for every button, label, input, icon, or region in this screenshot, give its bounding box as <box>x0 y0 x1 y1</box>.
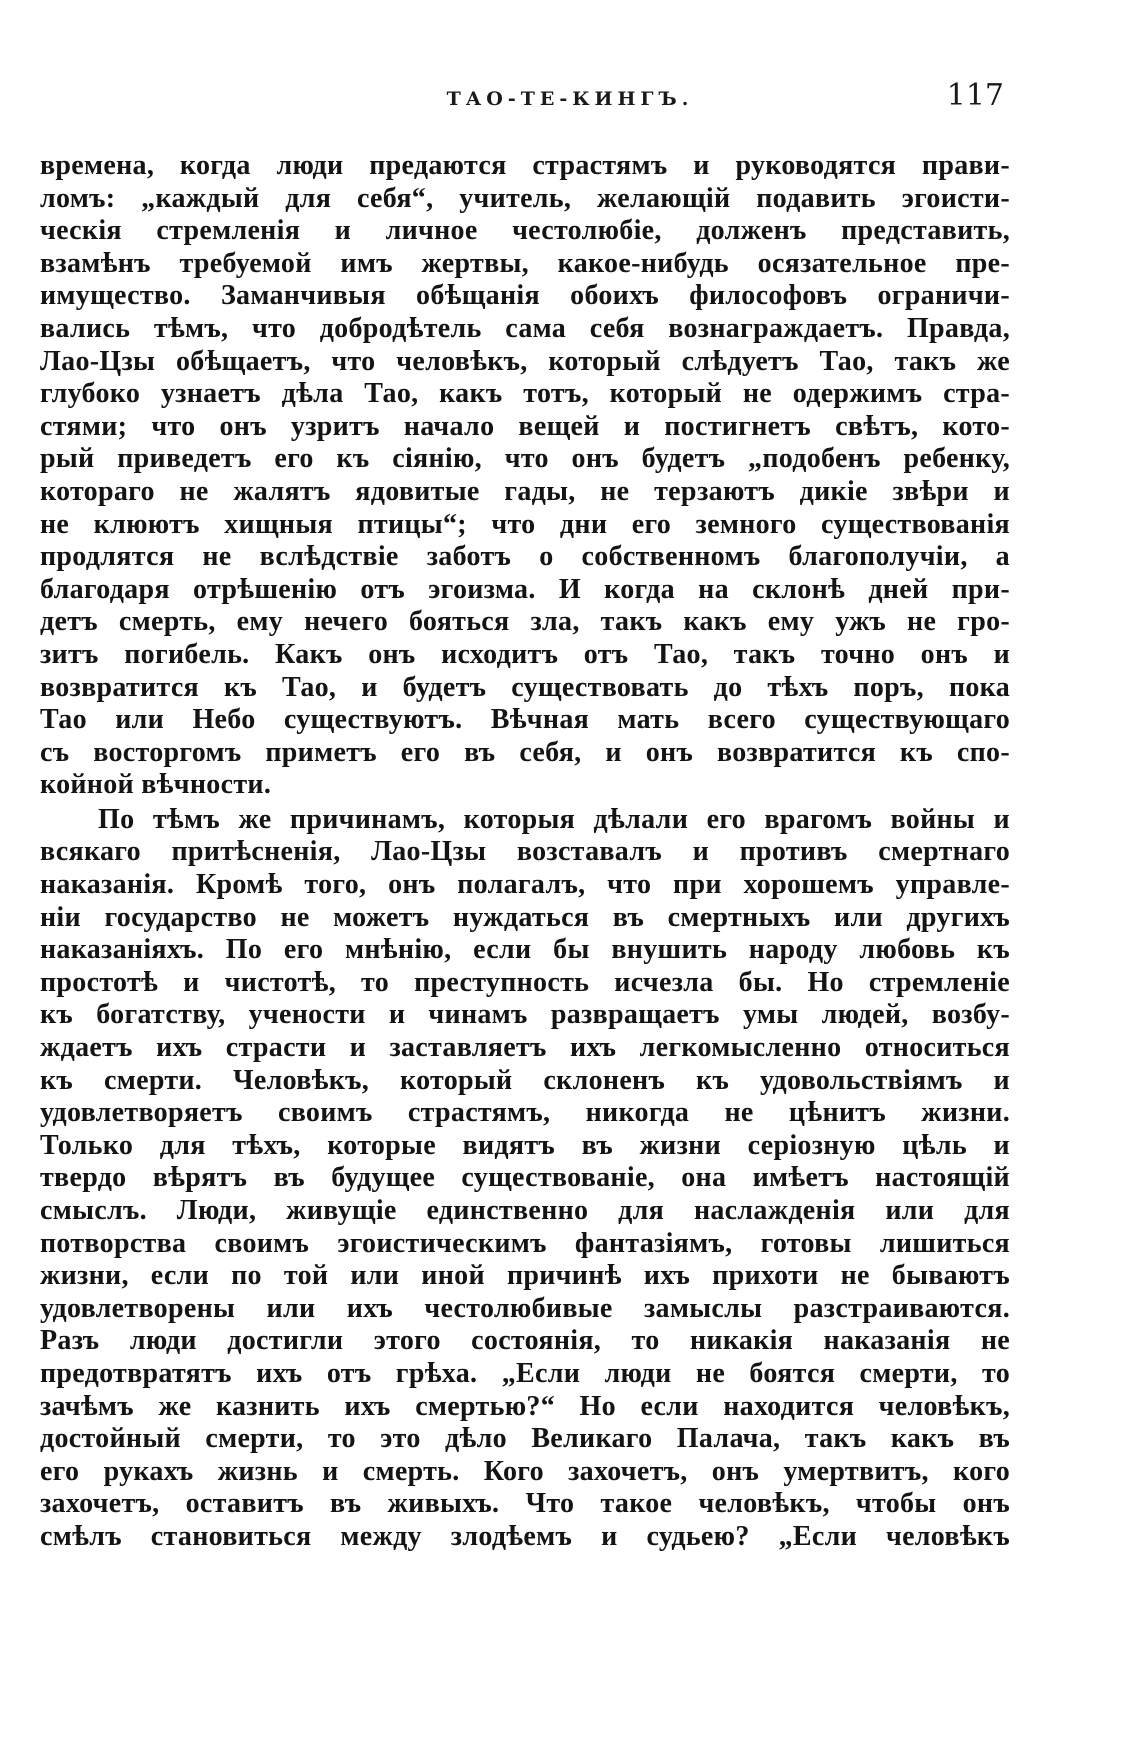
text-line: стями; что онъ узритъ начало вещей и постигнетъ свѣтъ, кото- <box>40 410 1010 442</box>
text-line: къ богатству, учености и чинамъ развращаетъ умы людей, возбу- <box>40 999 1010 1031</box>
text-line: удовлетворены или ихъ честолюбивые замыслы разстраиваются. <box>40 1292 1010 1324</box>
text-line: рый приведетъ его къ сіянію, что онъ будетъ „подобенъ ребенку, <box>40 443 1010 475</box>
page-number: 117 <box>946 78 1004 113</box>
text-line: смыслъ. Люди, живущіе единственно для наслажденія или для <box>40 1195 1010 1226</box>
text-line: не клюютъ хищныя птицы“; что дни его земного существованія <box>40 508 1010 540</box>
text-line: зачѣмъ же казнить ихъ смертью?“ Но если находится человѣкъ, <box>40 1390 1010 1422</box>
text-line: простотѣ и чистотѣ, то преступность исчезла бы. Но стремленіе <box>40 966 1010 998</box>
text-line: ждаетъ ихъ страсти и заставляетъ ихъ легкомысленно относиться <box>40 1032 1010 1064</box>
text-line: захочетъ, оставитъ въ живыхъ. Что такое человѣкъ, чтобы онъ <box>40 1488 1010 1520</box>
text-line: достойный смерти, то это дѣло Великаго Палача, такъ какъ въ <box>40 1423 1010 1455</box>
text-line: глубоко узнаетъ дѣла Тао, какъ тотъ, который не одержимъ стра- <box>40 378 1010 410</box>
text-line: потворства своимъ эгоистическимъ фантазіямъ, готовы лишиться <box>40 1227 1010 1259</box>
text-line: всякаго притѣсненія, Лао-Цзы возставалъ и противъ смертнаго <box>40 836 1010 868</box>
text-line: Тао или Небо существуютъ. Вѣчная мать всего существующаго <box>40 704 1010 736</box>
text-line: наказаніяхъ. По его мнѣнію, если бы внушить народу любовь къ <box>40 934 1010 966</box>
paragraph-1 <box>40 150 1010 802</box>
text-line: продлятся не вслѣдствіе заботъ о собственномъ благополучіи, а <box>40 541 1010 573</box>
text-line: зитъ погибель. Какъ онъ исходитъ отъ Тао, такъ точно онъ и <box>40 638 1010 670</box>
running-header <box>0 78 1140 118</box>
text-line: койной вѣчности. <box>40 769 272 801</box>
text-line: благодаря отрѣшенію отъ эгоизма. И когда на склонѣ дней при- <box>40 573 1010 605</box>
body-text <box>40 150 1010 1554</box>
text-line: котораго не жалятъ ядовитые гады, не терзаютъ дикіе звѣри и <box>40 475 1010 507</box>
text-line: жизни, если по той или иной причинѣ ихъ прихоти не бываютъ <box>40 1260 1010 1292</box>
text-line: ломъ: „каждый для себя“, учитель, желающій подавить эгоисти- <box>40 182 1010 214</box>
text-line: По тѣмъ же причинамъ, которыя дѣлали его врагомъ войны и <box>98 803 1010 835</box>
text-line: смѣлъ становиться между злодѣемъ и судьею? „Если человѣкъ <box>40 1520 1010 1552</box>
text-line: взамѣнъ требуемой имъ жертвы, какое-нибудь осязательное пре- <box>40 247 1010 279</box>
paragraph-2 <box>40 804 1010 1554</box>
text-line: къ смерти. Человѣкъ, который склоненъ къ удовольствіямъ и <box>40 1064 1010 1096</box>
text-line: удовлетворяетъ своимъ страстямъ, никогда не цѣнитъ жизни. <box>40 1097 1010 1129</box>
text-line: Только для тѣхъ, которые видятъ въ жизни серіозную цѣль и <box>40 1129 1010 1161</box>
text-line: ческія стремленія и личное честолюбіе, долженъ представить, <box>40 215 1010 247</box>
text-line: твердо вѣрятъ въ будущее существованіе, она имѣетъ настоящій <box>40 1162 1010 1194</box>
text-line: вались тѣмъ, что добродѣтель сама себя вознаграждаетъ. Правда, <box>40 312 1010 344</box>
text-line: съ восторгомъ приметъ его въ себя, и онъ возвратится къ спо- <box>40 736 1010 768</box>
text-line: времена, когда люди предаются страстямъ и руководятся прави- <box>40 150 1010 181</box>
text-line: наказанія. Кромѣ того, онъ полагалъ, что при хорошемъ управле- <box>40 869 1010 901</box>
text-line: его рукахъ жизнь и смерть. Кого захочетъ, онъ умертвитъ, кого <box>40 1455 1010 1487</box>
text-line: детъ смерть, ему нечего бояться зла, такъ какъ ему ужъ не гро- <box>40 606 1010 638</box>
text-line: возвратится къ Тао, и будетъ существовать до тѣхъ поръ, пока <box>40 671 1010 703</box>
text-line: Лао-Цзы обѣщаетъ, что человѣкъ, который слѣдуетъ Тао, такъ же <box>40 345 1010 377</box>
text-line: ніи государство не можетъ нуждаться въ смертныхъ или другихъ <box>40 901 1010 933</box>
running-title: ТАО-ТЕ-КИНГЪ. <box>446 88 694 110</box>
text-line: предотвратятъ ихъ отъ грѣха. „Если люди не боятся смерти, то <box>40 1357 1010 1389</box>
text-line: имущество. Заманчивыя обѣщанія обоихъ философовъ ограничи- <box>40 280 1010 312</box>
text-line: Разъ люди достигли этого состоянія, то никакія наказанія не <box>40 1325 1010 1357</box>
